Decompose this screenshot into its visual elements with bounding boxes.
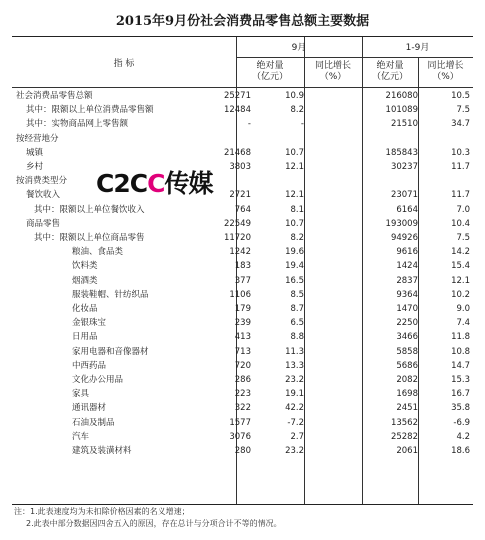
ytd-value: 9616	[396, 247, 418, 258]
month-value: 3803	[229, 162, 251, 172]
ytd-growth: 16.7	[451, 389, 470, 400]
ytd-value: 94926	[390, 233, 418, 243]
ytd-growth: 10.8	[451, 346, 470, 357]
table-row	[12, 259, 473, 273]
month-growth: -7.2	[287, 417, 304, 428]
header-ytd: 1-9月	[405, 43, 430, 53]
row-label: 餐饮收入	[26, 190, 61, 201]
month-growth: 2.7	[290, 431, 304, 442]
divider	[236, 57, 473, 58]
header-month-growth	[304, 61, 362, 83]
watermark-part: C2C	[96, 169, 148, 198]
row-label: 文化办公用品	[72, 375, 124, 385]
row-label: 其中：限额以上单位消费品零售额	[26, 105, 154, 116]
month-value: 377	[234, 275, 251, 286]
row-label: 商品零售	[26, 218, 61, 229]
ytd-growth: 12.1	[451, 275, 470, 286]
month-growth: 8.1	[290, 204, 304, 215]
ytd-growth: 11.7	[451, 162, 470, 172]
table-row	[12, 231, 473, 245]
page-title: 2015年9月份社会消费品零售总额主要数据	[115, 14, 370, 29]
header-growth-unit: （%）	[432, 72, 459, 82]
ytd-value: 1424	[396, 261, 418, 272]
header-abs-label: 绝对量	[376, 61, 404, 71]
ytd-growth: 14.2	[451, 247, 470, 258]
month-value: 179	[234, 304, 251, 314]
header-ytd-abs	[362, 61, 418, 83]
table-row	[12, 203, 473, 217]
month-growth: 19.4	[285, 261, 304, 272]
month-growth: -	[300, 119, 304, 130]
table-row	[12, 89, 473, 103]
table-row	[12, 288, 473, 302]
header-month: 9月	[291, 43, 307, 53]
month-value: 286	[234, 375, 251, 385]
month-value: 3076	[229, 431, 251, 442]
table-row	[12, 401, 473, 415]
row-label: 金银珠宝	[72, 318, 107, 329]
header-abs-label: 绝对量	[256, 61, 284, 71]
month-growth: 8.7	[290, 304, 304, 314]
month-growth: 12.1	[285, 162, 304, 172]
month-growth: 10.9	[285, 91, 304, 101]
month-growth: 16.5	[285, 275, 304, 286]
divider	[12, 87, 473, 88]
month-growth: 10.7	[285, 147, 304, 158]
row-label: 中西药品	[72, 360, 107, 371]
row-label: 汽车	[72, 431, 90, 442]
month-value: 11720	[223, 233, 251, 243]
table-row	[12, 117, 473, 131]
table-row	[12, 330, 473, 344]
month-value: 183	[234, 261, 251, 272]
table-row	[12, 345, 473, 359]
month-growth: 12.1	[285, 190, 304, 201]
row-label: 粮油、食品类	[72, 247, 124, 258]
header-abs-unit: （亿元）	[251, 72, 288, 82]
ytd-value: 13562	[390, 417, 418, 428]
header-growth-unit: （%）	[319, 72, 347, 82]
header-ytd-growth	[418, 61, 473, 83]
row-label: 其中：限额以上单位餐饮收入	[34, 204, 145, 215]
header-growth-label: 同比增长	[427, 61, 464, 71]
footnotes	[14, 506, 282, 530]
table-row	[12, 245, 473, 259]
ytd-growth: 7.4	[456, 318, 470, 329]
table-row	[12, 274, 473, 288]
row-label: 乡村	[26, 162, 44, 172]
header-abs-unit: （亿元）	[371, 72, 408, 82]
month-growth: 23.2	[285, 375, 304, 385]
ytd-value: 9364	[396, 289, 418, 300]
ytd-value: 30237	[390, 162, 418, 172]
ytd-growth: 11.8	[451, 332, 470, 343]
table-row	[12, 430, 473, 444]
row-label: 其中：限额以上单位商品零售	[34, 233, 145, 243]
ytd-value: 21510	[390, 119, 418, 130]
row-label: 社会消费品零售总额	[16, 91, 93, 101]
ytd-value: 2837	[396, 275, 418, 286]
ytd-value: 2451	[396, 403, 418, 414]
ytd-value: 101089	[385, 105, 418, 116]
ytd-growth: 14.7	[451, 360, 470, 371]
ytd-value: 25282	[390, 431, 418, 442]
month-value: 1242	[229, 247, 251, 258]
month-growth: 19.6	[285, 247, 304, 258]
month-growth: 19.1	[285, 389, 304, 400]
ytd-growth: 18.6	[451, 446, 470, 456]
row-label: 服装鞋帽、针纺织品	[72, 289, 149, 300]
ytd-growth: 7.5	[456, 233, 470, 243]
ytd-value: 6164	[396, 204, 418, 215]
ytd-growth: 10.3	[451, 147, 470, 158]
row-label: 日用品	[72, 332, 98, 343]
row-label: 按消费类型分	[16, 176, 68, 187]
month-value: 21468	[223, 147, 251, 158]
ytd-growth: 10.4	[451, 218, 470, 229]
row-label: 建筑及装潢材料	[72, 446, 132, 456]
month-value: 239	[234, 318, 251, 329]
month-growth: 11.3	[285, 346, 304, 357]
ytd-value: 1698	[396, 389, 418, 400]
month-growth: 10.7	[285, 218, 304, 229]
ytd-growth: 34.7	[451, 119, 470, 130]
table-row	[12, 316, 473, 330]
ytd-value: 2082	[396, 375, 418, 385]
ytd-growth: 35.8	[451, 403, 470, 414]
ytd-value: 3466	[396, 332, 418, 343]
month-value: 413	[234, 332, 251, 343]
ytd-value: 185843	[385, 147, 418, 158]
month-value: 764	[234, 204, 251, 215]
header-growth-label: 同比增长	[314, 61, 351, 71]
watermark-part: C	[147, 169, 165, 198]
table-row	[12, 444, 473, 458]
month-value: 1577	[229, 417, 251, 428]
ytd-growth: 11.7	[451, 190, 470, 201]
row-label: 饮料类	[72, 261, 98, 272]
month-value: 322	[234, 403, 251, 414]
row-label: 其中：实物商品网上零售额	[26, 119, 129, 130]
ytd-value: 1470	[396, 304, 418, 314]
month-growth: 42.2	[285, 403, 304, 414]
row-label: 家具	[72, 389, 90, 400]
ytd-value: 2250	[396, 318, 418, 329]
ytd-value: 216080	[385, 91, 418, 101]
ytd-value: 5686	[396, 360, 418, 371]
table-row	[12, 302, 473, 316]
month-growth: 13.3	[285, 360, 304, 371]
header-month-abs	[236, 61, 304, 83]
month-value: 223	[234, 389, 251, 400]
table-row	[12, 416, 473, 430]
table-row	[12, 359, 473, 373]
row-label: 家用电器和音像器材	[72, 346, 149, 357]
month-value: 280	[234, 446, 251, 456]
footnote-1: 注：1.此表速度均为未扣除价格因素的名义增速；	[14, 507, 190, 516]
row-label: 石油及制品	[72, 417, 115, 428]
row-label: 城镇	[26, 147, 44, 158]
ytd-growth: 15.4	[451, 261, 470, 272]
month-value: 25271	[223, 91, 251, 101]
month-value: 2721	[229, 190, 251, 201]
month-value: 1106	[229, 289, 251, 300]
month-value: -	[247, 119, 251, 130]
ytd-value: 2061	[396, 446, 418, 456]
table-row	[12, 132, 473, 146]
month-growth: 8.8	[290, 332, 304, 343]
ytd-growth: 10.2	[451, 289, 470, 300]
ytd-value: 193009	[385, 218, 418, 229]
header-indicator: 指 标	[113, 59, 135, 69]
table-row	[12, 103, 473, 117]
table-row	[12, 217, 473, 231]
table-row	[12, 188, 473, 202]
month-growth: 23.2	[285, 446, 304, 456]
table-row	[12, 387, 473, 401]
month-value: 12484	[223, 105, 251, 116]
month-growth: 8.2	[290, 233, 304, 243]
row-label: 通讯器材	[72, 403, 107, 414]
table-row	[12, 146, 473, 160]
ytd-growth: -6.9	[453, 417, 470, 428]
month-value: 22549	[223, 218, 251, 229]
ytd-growth: 10.5	[451, 91, 470, 101]
month-growth: 8.2	[290, 105, 304, 116]
ytd-growth: 9.0	[456, 304, 470, 314]
ytd-value: 5858	[396, 346, 418, 357]
footnote-2: 2.此表中部分数据因四舍五入的原因，存在总计与分项合计不等的情况。	[26, 519, 282, 528]
data-table	[12, 36, 473, 505]
ytd-growth: 7.0	[456, 204, 470, 215]
ytd-value: 23071	[390, 190, 418, 201]
row-label: 烟酒类	[72, 275, 98, 286]
row-label: 化妆品	[72, 304, 98, 314]
month-growth: 6.5	[290, 318, 304, 329]
month-value: 720	[234, 360, 251, 371]
table-row	[12, 174, 473, 188]
row-label: 按经营地分	[16, 133, 59, 144]
watermark-part: 传媒	[164, 169, 213, 198]
watermark-logo	[96, 164, 212, 200]
ytd-growth: 7.5	[456, 105, 470, 116]
month-value: 713	[234, 346, 251, 357]
ytd-growth: 15.3	[451, 375, 470, 385]
table-row	[12, 373, 473, 387]
ytd-growth: 4.2	[456, 431, 470, 442]
month-growth: 8.5	[290, 289, 304, 300]
table-row	[12, 160, 473, 174]
